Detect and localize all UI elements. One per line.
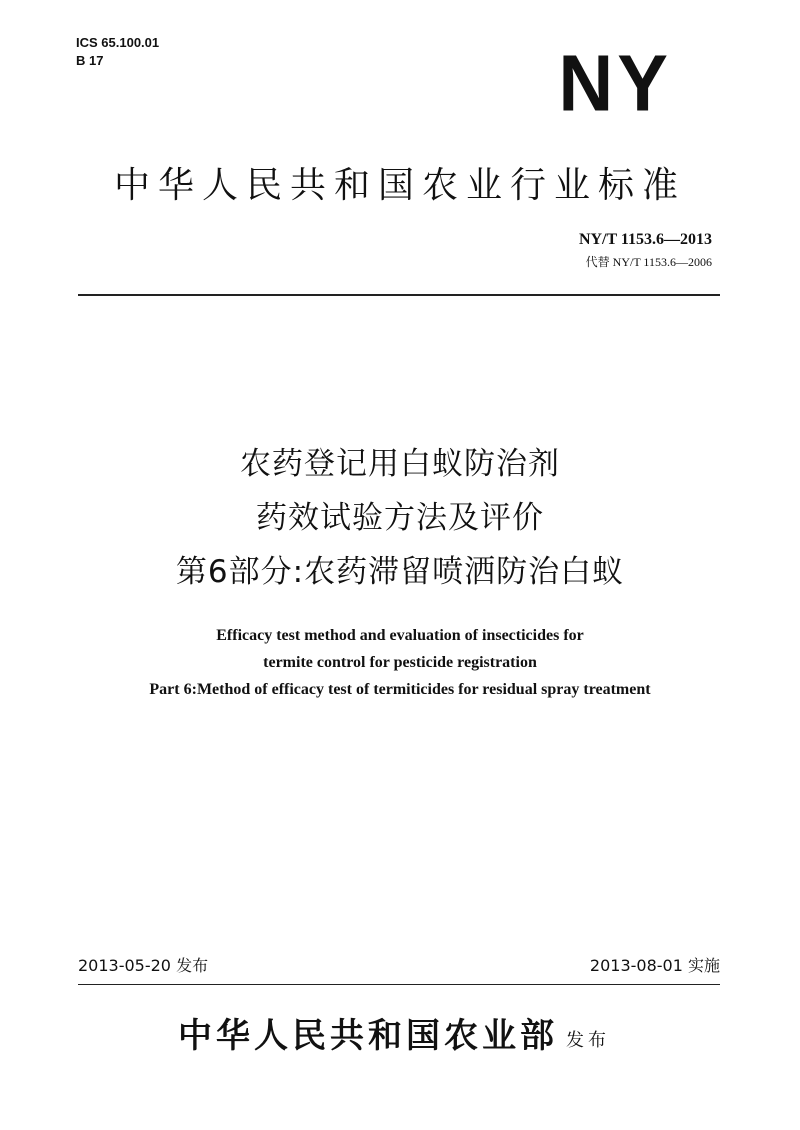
- en-title-line-1: Efficacy test method and evaluation of insecticides for: [216, 627, 584, 644]
- classification-code: B 17: [76, 53, 104, 68]
- cn-title-line-3: 第6部分:农药滞留喷洒防治白蚁: [175, 554, 625, 590]
- implement-date: 2013-08-01 实施: [589, 956, 720, 975]
- standard-number: NY/T 1153.6—2013: [578, 231, 712, 248]
- en-title-line-2: termite control for pesticide registration: [263, 654, 537, 671]
- issuer-name: 中华人民共和国农业部: [178, 1016, 558, 1056]
- ics-code: ICS 65.100.01: [76, 35, 160, 50]
- header-divider: [78, 294, 720, 296]
- en-title-line-3: Part 6:Method of efficacy test of termiticides for residual spray treatment: [149, 681, 651, 698]
- cn-title-line-2: 药效试验方法及评价: [256, 500, 544, 536]
- ny-logo: NY: [558, 38, 672, 129]
- issue-date: 2013-05-20 发布: [78, 956, 209, 975]
- cn-title-line-1: 农药登记用白蚁防治剂: [240, 446, 560, 482]
- standard-type-title: 中华人民共和国农业行业标准: [113, 165, 686, 206]
- footer-divider: [78, 984, 720, 985]
- replaced-standard: 代替 NY/T 1153.6—2006: [585, 255, 712, 269]
- publish-label: 发布: [566, 1030, 610, 1051]
